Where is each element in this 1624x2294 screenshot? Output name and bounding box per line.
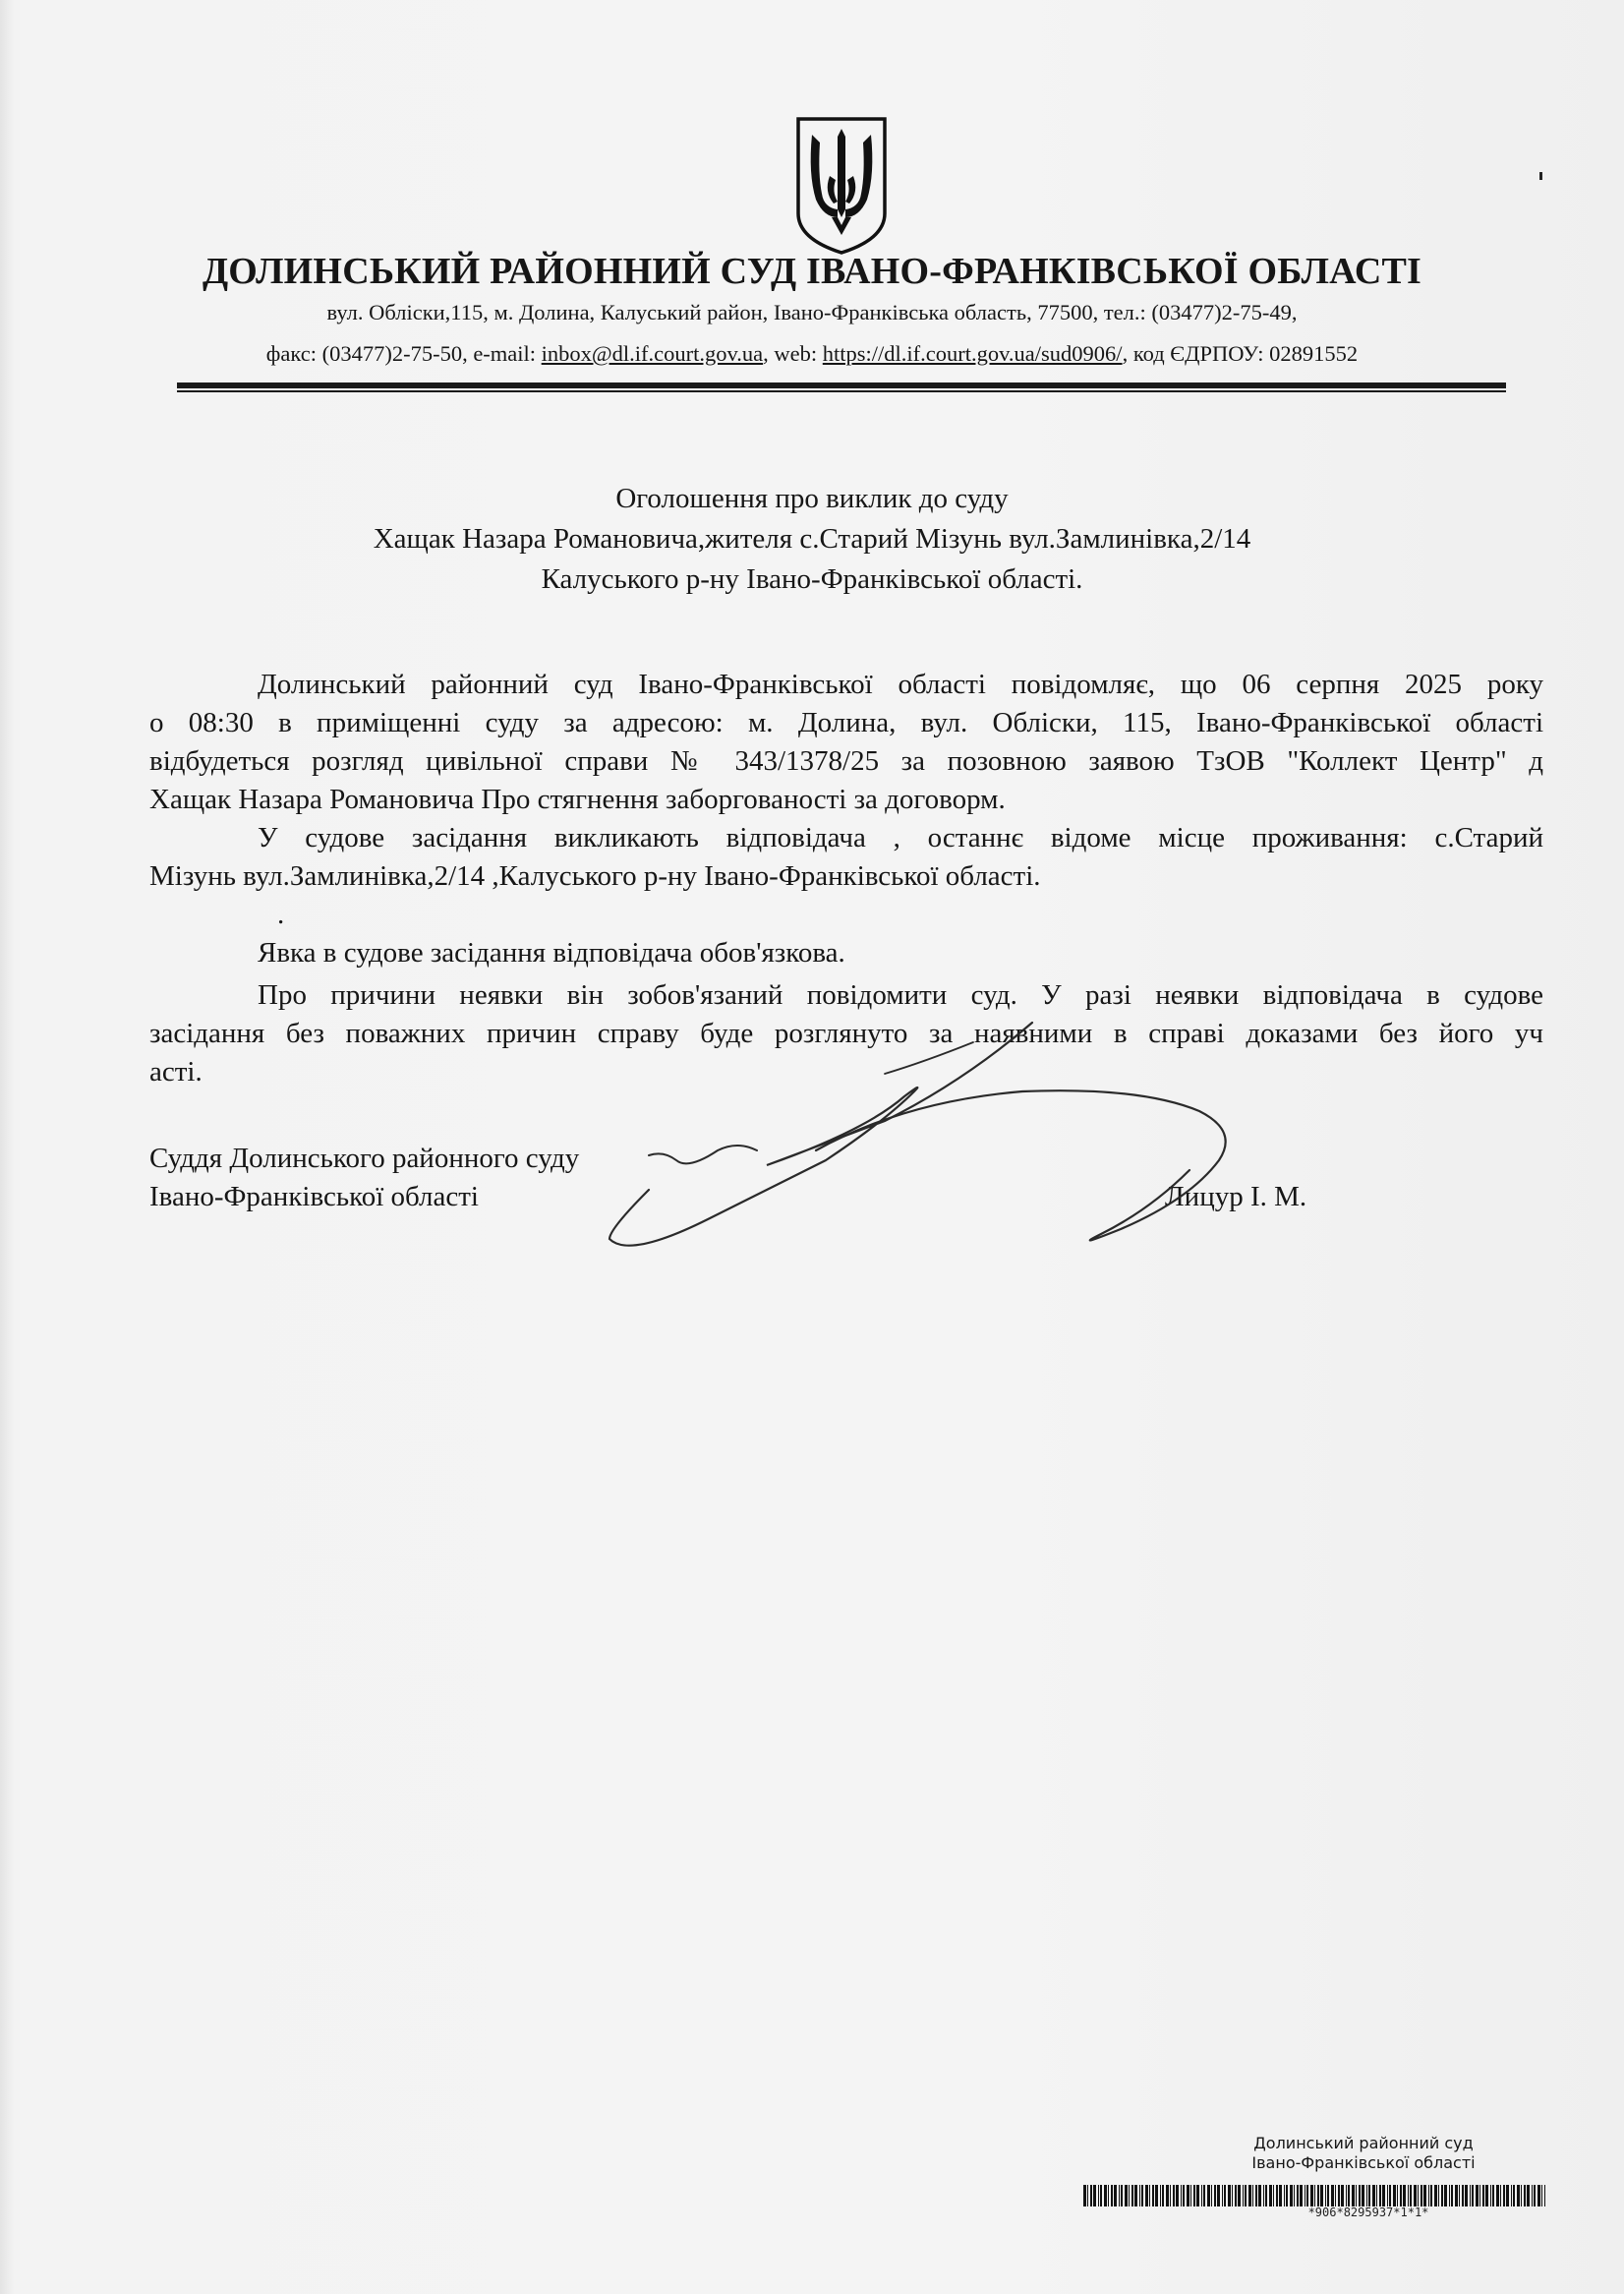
notice-region: Калуського р-ну Івано-Франківської області. <box>541 563 1083 595</box>
paragraph-3: Явка в судове засідання відповідача обов'язкова. <box>258 937 845 969</box>
stamp-line-2: Івано-Франківської області <box>1251 2153 1476 2172</box>
paragraph-1-line-4: Хащак Назара Романовича Про стягнення заборгованості за договорм. <box>149 784 1006 815</box>
website-link[interactable]: https://dl.if.court.gov.ua/sud0906/ <box>822 341 1123 366</box>
court-stamp <box>1083 2134 1545 2173</box>
paragraph-4-line-3: асті. <box>149 1056 203 1088</box>
paragraph-1-line-2: о 08:30 в приміщенні суду за адресою: м. Долина, вул. Обліски, 115, Івано-Франківської області <box>149 707 1543 738</box>
paragraph-4-line-2: засідання без поважних причин справу буде розглянуто за наявними в справі доказами без його уч <box>149 1018 1543 1049</box>
stray-dot: . <box>277 899 285 930</box>
judge-position-line-1: Суддя Долинського районного суду <box>149 1143 580 1174</box>
notice-recipient: Хащак Назара Романовича,жителя с.Старий Мізунь вул.Замлинівка,2/14 <box>373 523 1251 555</box>
judge-name: Лицур І. М. <box>1165 1181 1307 1212</box>
paragraph-2-line-1: У судове засідання викликають відповідача , останнє відоме місце проживання: с.Старий <box>258 822 1543 853</box>
email-link[interactable]: inbox@dl.if.court.gov.ua <box>541 341 764 366</box>
paragraph-1-line-1: Долинський районний суд Івано-Франківської області повідомляє, що 06 серпня 2025 року <box>258 669 1543 700</box>
notice-title <box>0 479 1624 600</box>
notice-heading: Оголошення про виклик до суду <box>615 483 1009 514</box>
barcode-number: *906*8295937*1*1* <box>1307 2206 1429 2219</box>
barcode <box>1083 2185 1545 2206</box>
court-name: ДОЛИНСЬКИЙ РАЙОННИЙ СУД ІВАНО-ФРАНКІВСЬКОЇ ОБЛАСТІ <box>202 251 1422 292</box>
stamp-line-1: Долинський районний суд <box>1253 2134 1474 2152</box>
handwritten-signature <box>590 1003 1298 1268</box>
court-address: вул. Облiски,115, м. Долина, Калуський район, Iвано-Франкiвська область, 77500, тел.: (03477)2-75-49, <box>326 300 1298 324</box>
scan-mark <box>1539 172 1542 180</box>
web-prefix: , web: <box>763 341 823 366</box>
judge-position-line-2: Івано-Франківської області <box>149 1181 479 1212</box>
coat-of-arms-icon <box>794 115 889 255</box>
paragraph-4-line-1: Про причини неявки він зобов'язаний повідомити суд. У разі неявки відповідача в судове <box>258 979 1543 1011</box>
header-divider-thick <box>177 382 1506 388</box>
paragraph-1-line-3: відбудеться розгляд цивільної справи № 343/1378/25 за позовною заявою ТзОВ "Коллект Центр" д <box>149 745 1543 777</box>
judge-position <box>149 1140 579 1216</box>
fax-text: факс: (03477)2-75-50, e-mail: <box>265 341 542 366</box>
court-contacts <box>0 341 1624 367</box>
header-divider-thin <box>177 390 1506 392</box>
paragraph-2-line-2: Мізунь вул.Замлинівка,2/14 ,Калуського р-ну Івано-Франківської області. <box>149 860 1041 892</box>
edrpou-code: , код ЄДРПОУ: 02891552 <box>1122 341 1359 366</box>
